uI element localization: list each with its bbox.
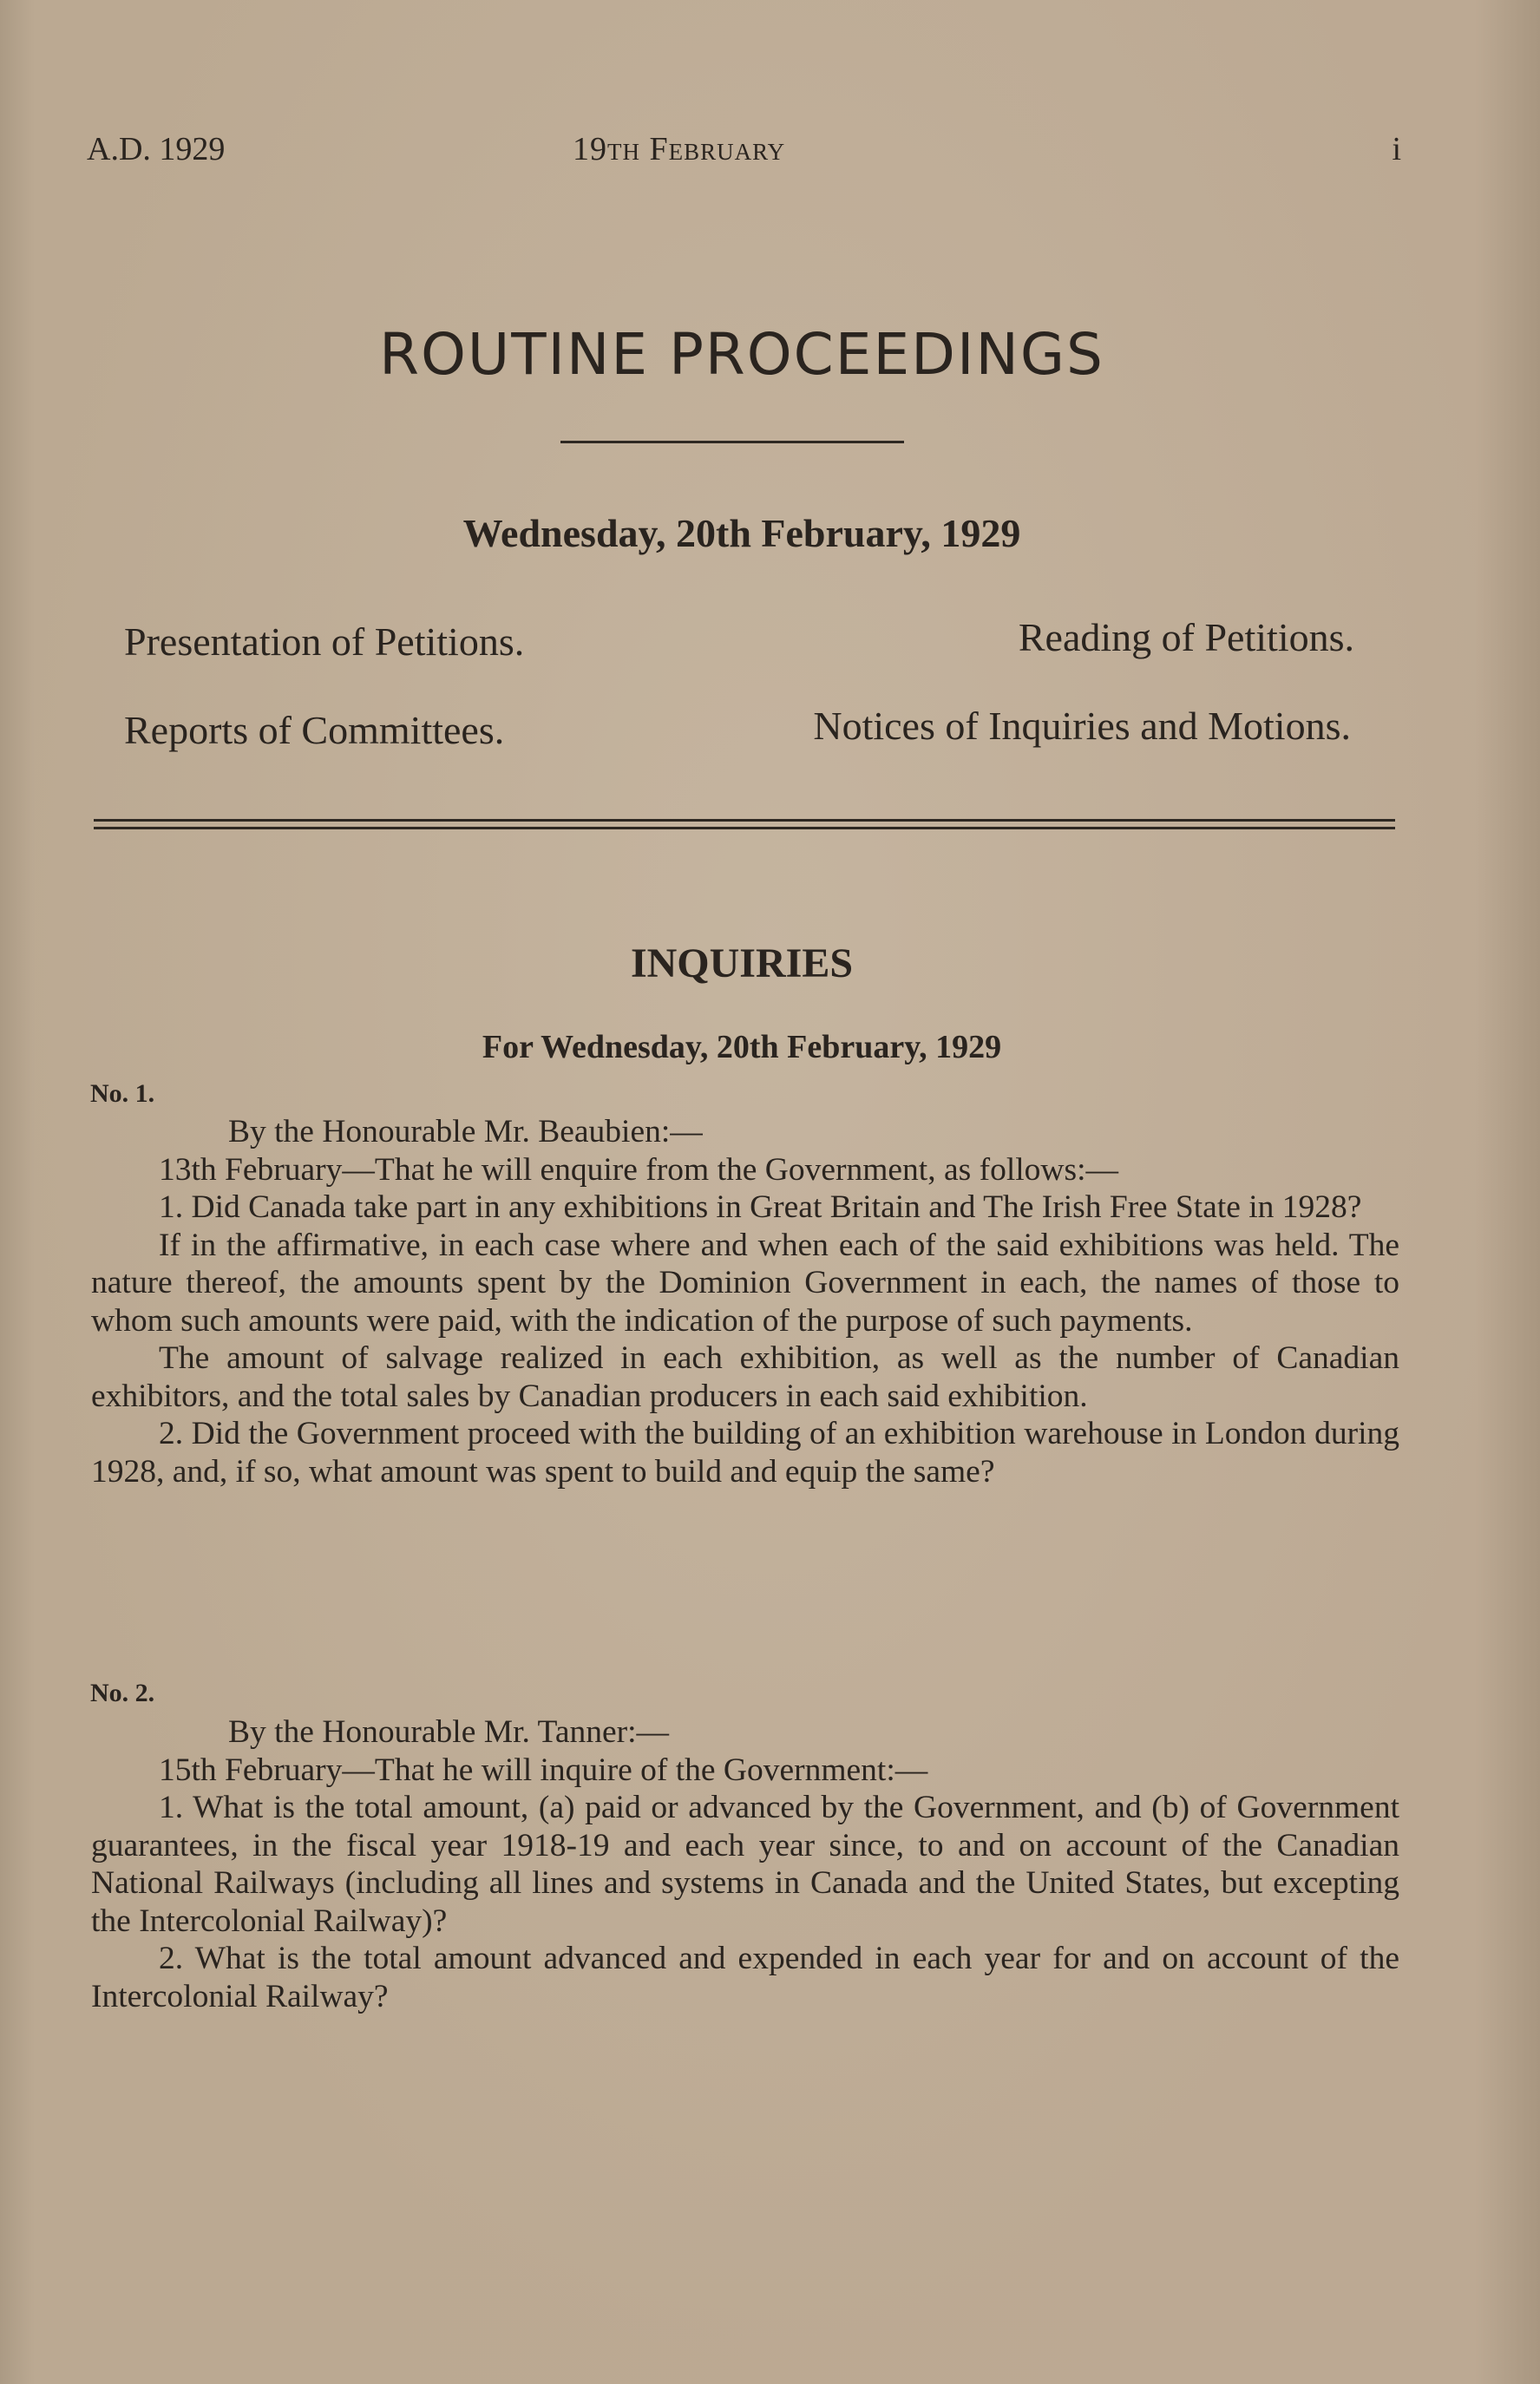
date-heading: Wednesday, 20th February, 1929 [462,511,1021,555]
running-head [87,130,1401,174]
section-divider [94,819,1395,829]
header-date: 19th February [573,131,786,167]
inquiry-1 [91,1113,1399,1490]
order-reading-of-petitions: Reading of Petitions. [1018,615,1354,659]
inquiry-author: By the Honourable Mr. Tanner:— [228,1714,670,1750]
order-notices-of-inquiries: Notices of Inquiries and Motions. [813,704,1351,748]
inquiry-paragraph: 2. What is the total amount advanced and expended in each year for and on account of the Intercolonial Railway? [91,1941,1399,2014]
inquiry-paragraph: 2. Did the Government proceed with the building of an exhibition warehouse in London during 1928, and, if so, what amount was spent to build and equip the same? [91,1416,1399,1490]
inquiry-2 [91,1713,1399,2015]
inquiry-notice: 15th February—That he will inquire of the Government:— [159,1752,928,1788]
inquiry-paragraph: 1. What is the total amount, (a) paid or advanced by the Government, and (b) of Government guarantees, in the fiscal year 1918-19 and each year since, to and on account of the Canadian National Railways (including all lines and systems in Canada and the United States, but excepting the Intercolonial Railway)? [91,1790,1399,1939]
order-reports-of-committees: Reports of Committees. [124,708,505,752]
title-rule [560,441,904,443]
inquiry-paragraph: The amount of salvage realized in each exhibition, as well as the number of Canadian exhibitors, and the total sales by Canadian producers in each said exhibition. [91,1340,1399,1414]
inquiry-paragraph: If in the affirmative, in each case where and when each of the said exhibitions was held. The nature thereof, the amounts spent by the Dominion Government in each, the names of those to whom such amounts were paid, with the indication of the purpose of such payments. [91,1227,1399,1339]
inquiries-subheading: For Wednesday, 20th February, 1929 [482,1029,1002,1065]
inquiries-heading: INQUIRIES [630,940,854,986]
inquiry-notice: 13th February—That he will enquire from the Government, as follows:— [159,1151,1118,1188]
inquiry-paragraph: 1. Did Canada take part in any exhibitions in Great Britain and The Irish Free State in 1928? [159,1189,1362,1225]
page-number: i [1392,131,1401,167]
inquiry-author: By the Honourable Mr. Beaubien:— [228,1114,703,1149]
order-presentation-of-petitions: Presentation of Petitions. [124,619,525,664]
inquiry-number: No. 2. [90,1679,155,1707]
page-title: ROUTINE PROCEEDINGS [379,321,1104,388]
inquiry-number: No. 1. [90,1079,155,1108]
header-year: A.D. 1929 [87,131,226,167]
